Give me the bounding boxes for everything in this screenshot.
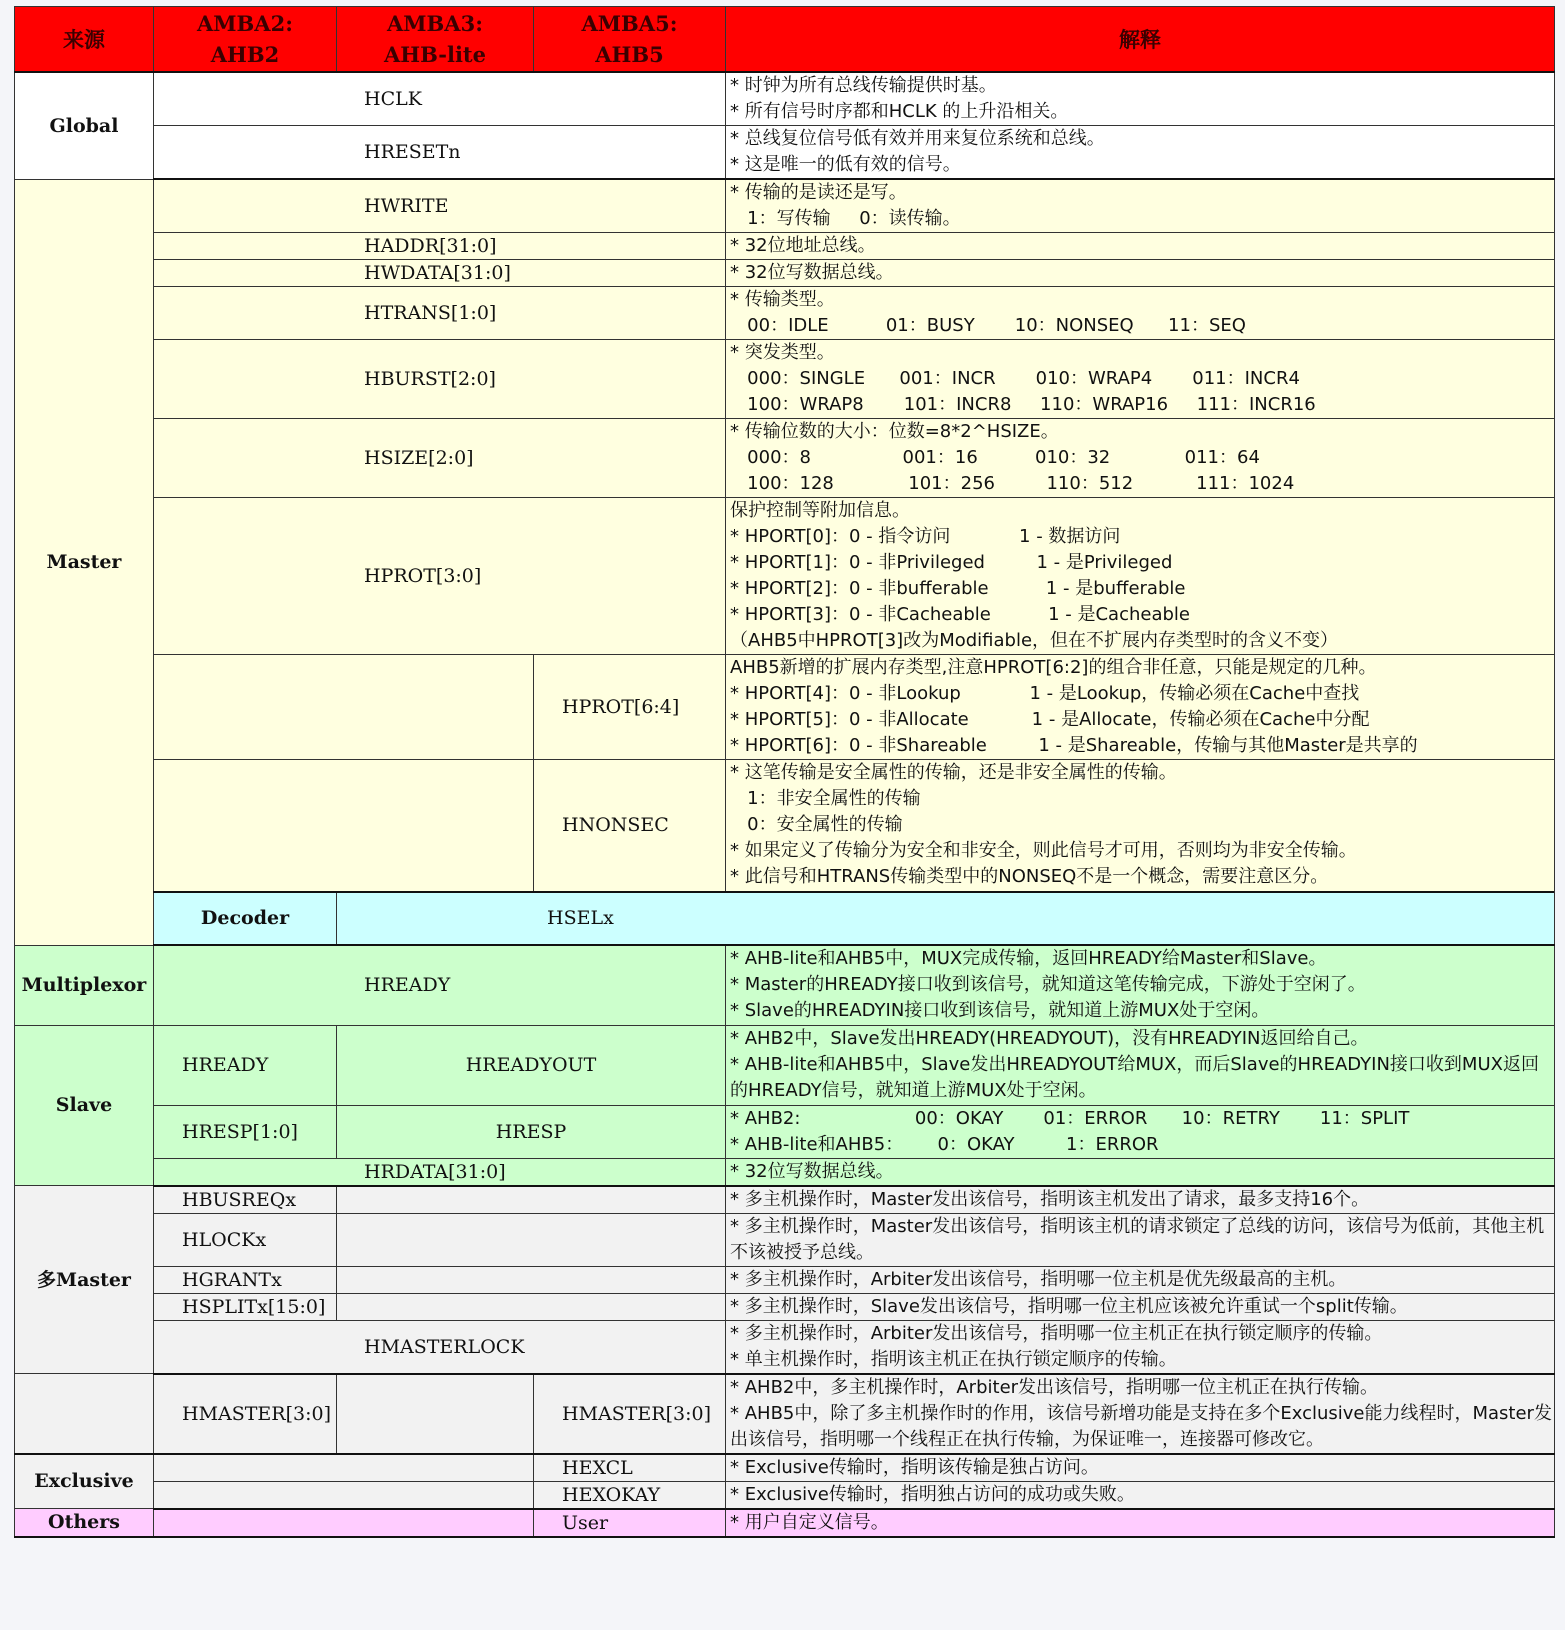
source-slave: Slave: [15, 1025, 154, 1186]
row-hready-mux: [15, 945, 1555, 1025]
header-amba5-line1: AMBA5:: [581, 11, 678, 36]
desc-user: [726, 1509, 1555, 1537]
row-hbusreqx: [15, 1186, 1555, 1214]
row-hlockx: [15, 1213, 1555, 1266]
signal-hburst: HBURST[2:0]: [154, 340, 726, 419]
signal-hwrite: HWRITE: [154, 179, 726, 233]
desc-line: * 总线复位信号低有效并用来复位系统和总线。: [730, 128, 1105, 149]
desc-line: * AHB-lite和AHB5： 0：OKAY 1：ERROR: [730, 1133, 1159, 1155]
row-hready-slave: [15, 1025, 1555, 1105]
signal-hprot64: HPROT[6:4]: [534, 655, 726, 760]
header-amba3-line2: AHB-lite: [383, 42, 486, 67]
signal-hgrantx: HGRANTx: [154, 1266, 337, 1293]
header-amba5: [534, 7, 726, 73]
row-hprot64: [15, 655, 1555, 760]
desc-line: * 多主机操作时，Master发出该信号，指明该主机发出了请求，最多支持16个。: [730, 1188, 1370, 1210]
source-mux: Multiplexor: [15, 945, 154, 1025]
source-others: Others: [15, 1509, 154, 1537]
signal-hresetn: HRESETn: [154, 126, 726, 180]
desc-line: * AHB2: 00：OKAY 01：ERROR 10：RETRY 11：SPLIT: [730, 1107, 1410, 1129]
row-hmaster: [15, 1374, 1555, 1454]
signal-hready-slave: HREADY: [154, 1025, 337, 1105]
signal-hmaster-ahb2: HMASTER[3:0]: [154, 1374, 337, 1454]
desc-hprot64: [726, 655, 1555, 760]
desc-line: * 所有信号时序都和HCLK 的上升沿相关。: [730, 101, 1069, 122]
desc-line: * HPORT[5]：0 - 非Allocate 1 - 是Allocate，传输必须在Cache中分配: [730, 709, 1370, 730]
desc-line: * HPORT[3]：0 - 非Cacheable 1 - 是Cacheable: [730, 604, 1190, 625]
empty-cell: [337, 1213, 726, 1266]
desc-line: 100：128 101：256 110：512 111：1024: [730, 473, 1295, 494]
row-hresp: [15, 1105, 1555, 1158]
desc-line: * 多主机操作时，Arbiter发出该信号，指明哪一位主机是优先级最高的主机。: [730, 1268, 1347, 1290]
row-user: [15, 1509, 1555, 1537]
row-hmasterlock: [15, 1320, 1555, 1374]
desc-line: * 32位写数据总线。: [730, 262, 894, 283]
desc-hbusreqx: [726, 1186, 1555, 1214]
desc-line: * 传输位数的大小：位数=8*2^HSIZE。: [730, 421, 1059, 442]
signal-hexokay: HEXOKAY: [534, 1481, 726, 1509]
signal-hprot: HPROT[3:0]: [154, 498, 726, 655]
desc-hclk: [726, 72, 1555, 126]
desc-line: * 用户自定义信号。: [730, 1511, 889, 1533]
empty-cell: [15, 1374, 154, 1454]
desc-line: * HPORT[4]：0 - 非Lookup 1 - 是Lookup，传输必须在Cache中查找: [730, 683, 1360, 704]
desc-line: * 此信号和HTRANS传输类型中的NONSEQ不是一个概念，需要注意区分。: [730, 866, 1329, 888]
signal-hsplitx: HSPLITx[15:0]: [154, 1293, 337, 1320]
signal-hbusreqx: HBUSREQx: [154, 1186, 337, 1214]
row-hresetn: [15, 126, 1555, 180]
desc-line: * HPORT[1]：0 - 非Privileged 1 - 是Privileged: [730, 552, 1173, 573]
row-hexcl: [15, 1454, 1555, 1482]
signal-hresp: HRESP: [337, 1105, 726, 1158]
desc-line: * 多主机操作时，Arbiter发出该信号，指明哪一位主机正在执行锁定顺序的传输。: [730, 1322, 1383, 1344]
desc-line: 100：WRAP8 101：INCR8 110：WRAP16 111：INCR16: [730, 394, 1316, 415]
signal-hexcl: HEXCL: [534, 1454, 726, 1482]
row-hwdata: [15, 260, 1555, 287]
desc-hwdata: [726, 260, 1555, 287]
empty-cell: [337, 1374, 534, 1454]
desc-line: * AHB-lite和AHB5中，MUX完成传输，返回HREADY给Master和Slave。: [730, 948, 1327, 970]
desc-hresetn: [726, 126, 1555, 180]
row-hwrite: [15, 179, 1555, 233]
signal-hresp10: HRESP[1:0]: [154, 1105, 337, 1158]
desc-hprot: [726, 498, 1555, 655]
desc-hexokay: [726, 1481, 1555, 1509]
desc-line: * AHB5中，除了多主机操作时的作用，该信号新增功能是支持在多个Exclusive能力线程时，Master发出该信号，指明哪一个线程正在执行传输，为保证唯一，连接器可修改它。: [730, 1402, 1552, 1450]
row-hnonsec: [15, 760, 1555, 892]
desc-hwrite: [726, 179, 1555, 233]
empty-cell: [154, 760, 534, 892]
signal-hselx: HSELx: [337, 892, 1555, 946]
signal-table-container: [14, 6, 1555, 1538]
header-amba3: [337, 7, 534, 73]
desc-line: * 多主机操作时，Slave发出该信号，指明哪一位主机应该被允许重试一个split传输。: [730, 1295, 1408, 1317]
desc-hready-mux: [726, 945, 1555, 1025]
row-hselx: [15, 892, 1555, 946]
desc-line: * Exclusive传输时，指明该传输是独占访问。: [730, 1456, 1099, 1478]
signal-user: User: [534, 1509, 726, 1537]
desc-line: 0：安全属性的传输: [730, 814, 903, 836]
desc-line: * 32位地址总线。: [730, 235, 876, 256]
source-master: Master: [15, 179, 154, 945]
header-row: [15, 7, 1555, 73]
desc-line: AHB5新增的扩展内存类型,注意HPROT[6:2]的组合非任意，只能是规定的几种。: [730, 657, 1377, 678]
desc-line: * 突发类型。: [730, 342, 835, 363]
desc-hnonsec: [726, 760, 1555, 892]
signal-haddr: HADDR[31:0]: [154, 233, 726, 260]
desc-line: 1：非安全属性的传输: [730, 788, 921, 810]
ahb-signal-table: [14, 6, 1555, 1538]
desc-line: * AHB2中，多主机操作时，Arbiter发出该信号，指明哪一位主机正在执行传输。: [730, 1376, 1379, 1398]
desc-line: 000：8 001：16 010：32 011：64: [730, 447, 1260, 468]
desc-hmasterlock: [726, 1320, 1555, 1374]
desc-line: * Exclusive传输时，指明独占访问的成功或失败。: [730, 1483, 1135, 1505]
empty-cell: [337, 1186, 726, 1214]
desc-line: （AHB5中HPROT[3]改为Modifiable，但在不扩展内存类型时的含义不变）: [730, 630, 1339, 651]
row-hsize: [15, 419, 1555, 498]
desc-line: * 时钟为所有总线传输提供时基。: [730, 75, 997, 96]
row-hexokay: [15, 1481, 1555, 1509]
desc-line: * HPORT[2]：0 - 非bufferable 1 - 是bufferable: [730, 578, 1186, 599]
desc-line: * 这笔传输是安全属性的传输，还是非安全属性的传输。: [730, 762, 1177, 784]
desc-line: 保护控制等附加信息。: [730, 500, 910, 521]
desc-line: * 传输的是读还是写。: [730, 182, 907, 203]
desc-hresp: [726, 1105, 1555, 1158]
desc-line: * AHB-lite和AHB5中，Slave发出HREADYOUT给MUX，而后Slave的HREADYIN接口收到MUX返回的HREADY信号，就知道上游MUX处于空闲。: [730, 1054, 1539, 1101]
row-htrans: [15, 287, 1555, 340]
signal-htrans: HTRANS[1:0]: [154, 287, 726, 340]
desc-line: * 这是唯一的低有效的信号。: [730, 154, 961, 175]
empty-cell: [154, 1509, 534, 1537]
header-amba2-line1: AMBA2:: [197, 11, 293, 36]
desc-hrdata: [726, 1158, 1555, 1186]
desc-line: 00：IDLE 01：BUSY 10：NONSEQ 11：SEQ: [730, 315, 1246, 336]
desc-hlockx: [726, 1213, 1555, 1266]
empty-cell: [337, 1293, 726, 1320]
desc-line: * 单主机操作时，指明该主机正在执行锁定顺序的传输。: [730, 1348, 1177, 1370]
empty-cell: [154, 1454, 534, 1482]
desc-hready-slave: [726, 1025, 1555, 1105]
row-haddr: [15, 233, 1555, 260]
row-hrdata: [15, 1158, 1555, 1186]
signal-hwdata: HWDATA[31:0]: [154, 260, 726, 287]
signal-hrdata: HRDATA[31:0]: [154, 1158, 726, 1186]
desc-line: * 传输类型。: [730, 289, 835, 310]
signal-hreadyout: HREADYOUT: [337, 1025, 726, 1105]
header-source: 来源: [15, 7, 154, 73]
empty-cell: [154, 655, 534, 760]
signal-hready-mux: HREADY: [154, 945, 726, 1025]
desc-hexcl: [726, 1454, 1555, 1482]
signal-hclk: HCLK: [154, 72, 726, 126]
desc-hburst: [726, 340, 1555, 419]
desc-line: * HPORT[6]：0 - 非Shareable 1 - 是Shareable，传输与其他Master是共享的: [730, 735, 1418, 756]
row-hprot: [15, 498, 1555, 655]
signal-hmasterlock: HMASTERLOCK: [154, 1320, 726, 1374]
signal-hmaster-ahb5: HMASTER[3:0]: [534, 1374, 726, 1454]
desc-line: * 多主机操作时，Master发出该信号，指明该主机的请求锁定了总线的访问，该信号为低前，其他主机不该被授予总线。: [730, 1215, 1545, 1263]
empty-cell: [154, 1481, 534, 1509]
desc-hmaster: [726, 1374, 1555, 1454]
desc-line: * 如果定义了传输分为安全和非安全，则此信号才可用，否则均为非安全传输。: [730, 840, 1357, 862]
desc-line: * Slave的HREADYIN接口收到该信号，就知道上游MUX处于空闲。: [730, 1000, 1270, 1022]
desc-hgrantx: [726, 1266, 1555, 1293]
signal-hnonsec: HNONSEC: [534, 760, 726, 892]
signal-hlockx: HLOCKx: [154, 1213, 337, 1266]
row-hsplitx: [15, 1293, 1555, 1320]
desc-haddr: [726, 233, 1555, 260]
header-explain: 解释: [726, 7, 1555, 73]
header-amba5-line2: AHB5: [595, 42, 664, 67]
row-hburst: [15, 340, 1555, 419]
source-exclusive: Exclusive: [15, 1454, 154, 1509]
desc-line: * Master的HREADY接口收到该信号，就知道这笔传输完成，下游处于空闲了。: [730, 974, 1366, 996]
desc-line: * HPORT[0]：0 - 指令访问 1 - 数据访问: [730, 526, 1121, 547]
header-amba2-line2: AHB2: [210, 42, 280, 67]
source-multi-master: 多Master: [15, 1186, 154, 1374]
header-amba3-line1: AMBA3:: [387, 11, 483, 36]
desc-line: 1：写传输 0：读传输。: [730, 208, 961, 229]
empty-cell: [337, 1266, 726, 1293]
row-hgrantx: [15, 1266, 1555, 1293]
desc-line: * 32位写数据总线。: [730, 1160, 894, 1182]
desc-hsplitx: [726, 1293, 1555, 1320]
desc-hsize: [726, 419, 1555, 498]
source-decoder: Decoder: [154, 892, 337, 946]
signal-hsize: HSIZE[2:0]: [154, 419, 726, 498]
desc-htrans: [726, 287, 1555, 340]
row-hclk: [15, 72, 1555, 126]
desc-line: * AHB2中，Slave发出HREADY(HREADYOUT)，没有HREADYIN返回给自己。: [730, 1028, 1369, 1049]
source-global: Global: [15, 72, 154, 179]
desc-line: 000：SINGLE 001：INCR 010：WRAP4 011：INCR4: [730, 368, 1300, 389]
header-amba2: [154, 7, 337, 73]
